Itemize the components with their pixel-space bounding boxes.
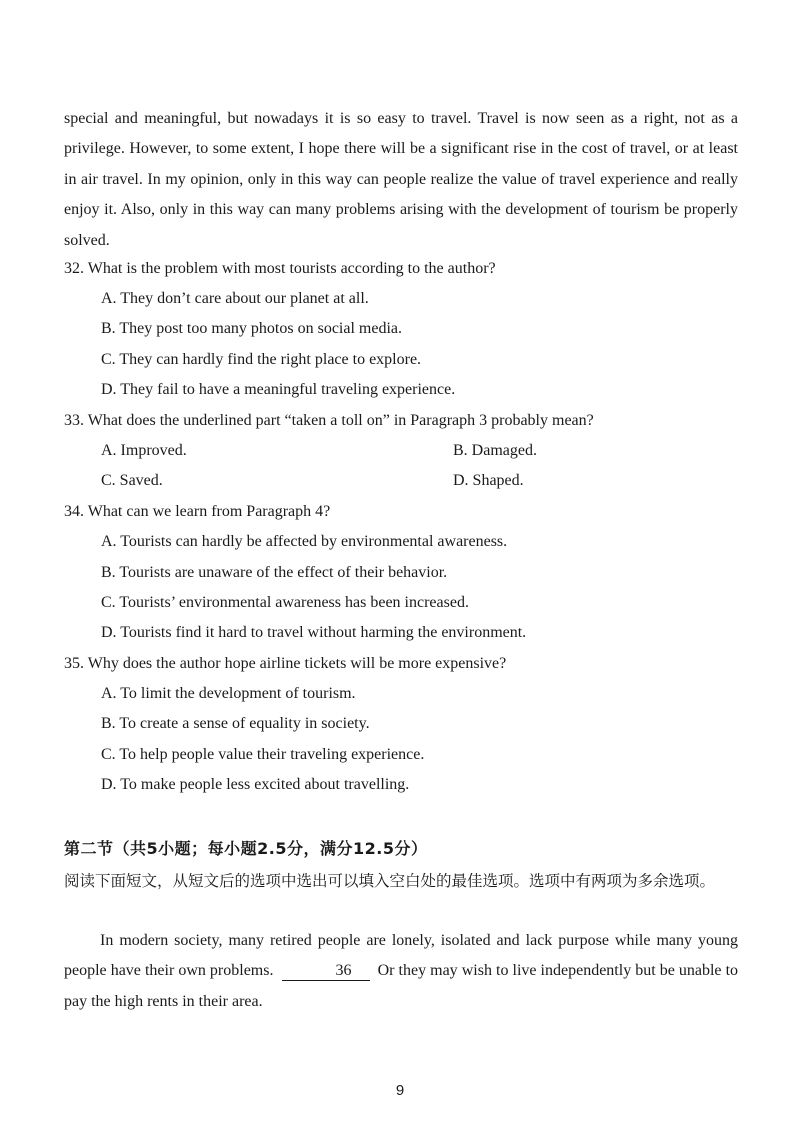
question-33-option-a: A. Improved. — [101, 442, 187, 459]
cloze-blank-36: 36 — [282, 962, 370, 981]
question-35-option-b: B. To create a sense of equality in society. — [101, 715, 370, 732]
question-34-stem: 34. What can we learn from Paragraph 4? — [64, 503, 331, 520]
question-33-option-d: D. Shaped. — [453, 472, 524, 489]
question-32-option-a: A. They don’t care about our planet at all. — [101, 290, 369, 307]
question-35-option-a: A. To limit the development of tourism. — [101, 685, 356, 702]
section-heading: 第二节（共5小题；每小题2.5分，满分12.5分） — [64, 839, 428, 858]
cloze-passage — [64, 926, 738, 1017]
page-number: 9 — [395, 1082, 405, 1099]
question-33-stem: 33. What does the underlined part “taken a toll on” in Paragraph 3 probably mean? — [64, 412, 594, 429]
passage-paragraph: special and meaningful, but nowadays it is so easy to travel. Travel is now seen as a right, not as a privilege. However, to some extent, I hope there will be a significant rise in the cost of travel, or at least in air travel. In my opinion, only in this way can people realize the value of travel experience and really enjoy it. Also, only in this way can many problems arising with the development of tourism be properly solved. — [64, 110, 738, 249]
question-35-option-c: C. To help people value their traveling experience. — [101, 746, 425, 763]
cloze-text-before: In modern society, many retired people are lonely, isolated and lack purpose while many young people have their own problems. — [64, 932, 738, 980]
question-35-option-d: D. To make people less excited about travelling. — [101, 776, 410, 793]
cloze-text-after: Or they may wish to live independently but be unable to pay the high rents in their area. — [64, 962, 739, 1010]
question-33-option-c: C. Saved. — [101, 472, 163, 489]
question-32-option-b: B. They post too many photos on social media. — [101, 320, 403, 337]
question-35-stem: 35. Why does the author hope airline tickets will be more expensive? — [64, 655, 507, 672]
question-32-stem: 32. What is the problem with most tourists according to the author? — [64, 260, 496, 277]
question-32-option-d: D. They fail to have a meaningful traveling experience. — [101, 381, 456, 398]
section-instructions: 阅读下面短文，从短文后的选项中选出可以填入空白处的最佳选项。选项中有两项为多余选项。 — [64, 872, 716, 890]
question-33-option-b: B. Damaged. — [453, 442, 537, 459]
question-34-option-a: A. Tourists can hardly be affected by environmental awareness. — [101, 533, 508, 550]
question-34-option-b: B. Tourists are unaware of the effect of their behavior. — [101, 564, 448, 581]
question-34-option-d: D. Tourists find it hard to travel without harming the environment. — [101, 624, 527, 641]
question-32-option-c: C. They can hardly find the right place to explore. — [101, 351, 422, 368]
question-34-option-c: C. Tourists’ environmental awareness has been increased. — [101, 594, 469, 611]
